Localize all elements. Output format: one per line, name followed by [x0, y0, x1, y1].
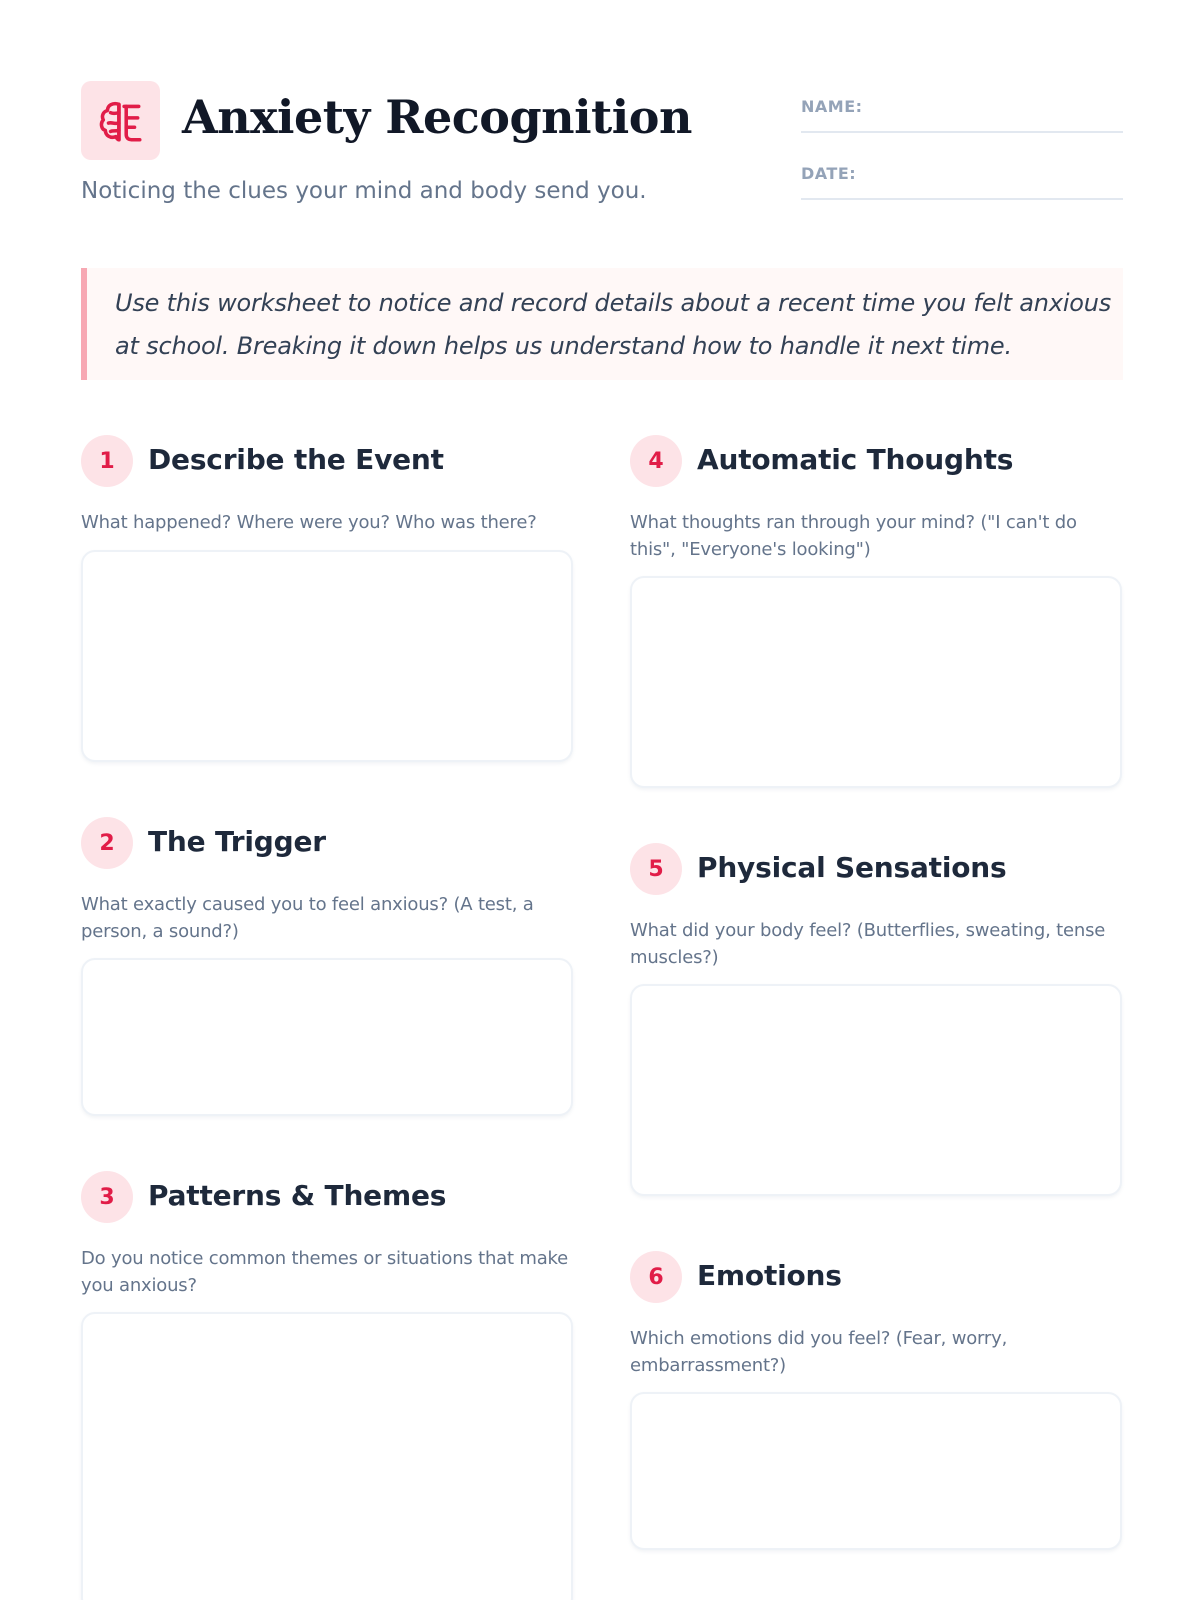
- section-prompt: What thoughts ran through your mind? ("I can't do this", "Everyone's looking"): [630, 512, 1077, 560]
- sensations-answer-box[interactable]: [630, 984, 1122, 1196]
- section-describe-event: [81, 435, 573, 765]
- section-automatic-thoughts: [630, 435, 1122, 791]
- emotions-answer-box[interactable]: [630, 1392, 1122, 1550]
- section-number-badge: 2: [81, 817, 133, 869]
- section-number-badge: 1: [81, 435, 133, 487]
- section-patterns-themes: [81, 1171, 573, 1600]
- patterns-answer-box[interactable]: [81, 1312, 573, 1600]
- event-answer-box[interactable]: [81, 550, 573, 762]
- logo: [81, 81, 160, 160]
- section-prompt: What did your body feel? (Butterflies, sweating, tense muscles?): [630, 920, 1106, 968]
- brain-icon: [96, 96, 146, 146]
- date-label: DATE:: [801, 164, 857, 183]
- name-label: NAME:: [801, 97, 863, 116]
- trigger-answer-box[interactable]: [81, 958, 573, 1116]
- section-title: Physical Sensations: [697, 851, 1007, 884]
- intro-callout: [81, 268, 1123, 380]
- section-prompt: What happened? Where were you? Who was there?: [81, 512, 537, 533]
- section-emotions: [630, 1251, 1122, 1553]
- date-input[interactable]: [881, 160, 1121, 192]
- section-number-badge: 3: [81, 1171, 133, 1223]
- section-number-badge: 6: [630, 1251, 682, 1303]
- section-physical-sensations: [630, 843, 1122, 1197]
- section-title: Automatic Thoughts: [697, 443, 1014, 476]
- section-prompt: Which emotions did you feel? (Fear, worry, embarrassment?): [630, 1328, 1008, 1376]
- section-prompt: Do you notice common themes or situations that make you anxious?: [81, 1248, 569, 1296]
- section-title: The Trigger: [148, 825, 326, 858]
- section-title: Emotions: [697, 1259, 842, 1292]
- section-title: Patterns & Themes: [148, 1179, 447, 1212]
- name-input[interactable]: [881, 93, 1121, 125]
- date-field-row: [801, 164, 1123, 200]
- section-number-badge: 5: [630, 843, 682, 895]
- section-prompt: What exactly caused you to feel anxious? (A test, a person, a sound?): [81, 894, 534, 942]
- intro-text: Use this worksheet to notice and record details about a recent time you felt anxious at school. Breaking it down helps us understand how to handle it next time.: [115, 289, 1112, 360]
- name-field-row: [801, 97, 1123, 133]
- page-title: Anxiety Recognition: [182, 90, 692, 144]
- section-number-badge: 4: [630, 435, 682, 487]
- section-trigger: [81, 817, 573, 1117]
- page-subtitle: Noticing the clues your mind and body send you.: [81, 178, 647, 204]
- thoughts-answer-box[interactable]: [630, 576, 1122, 788]
- section-title: Describe the Event: [148, 443, 444, 476]
